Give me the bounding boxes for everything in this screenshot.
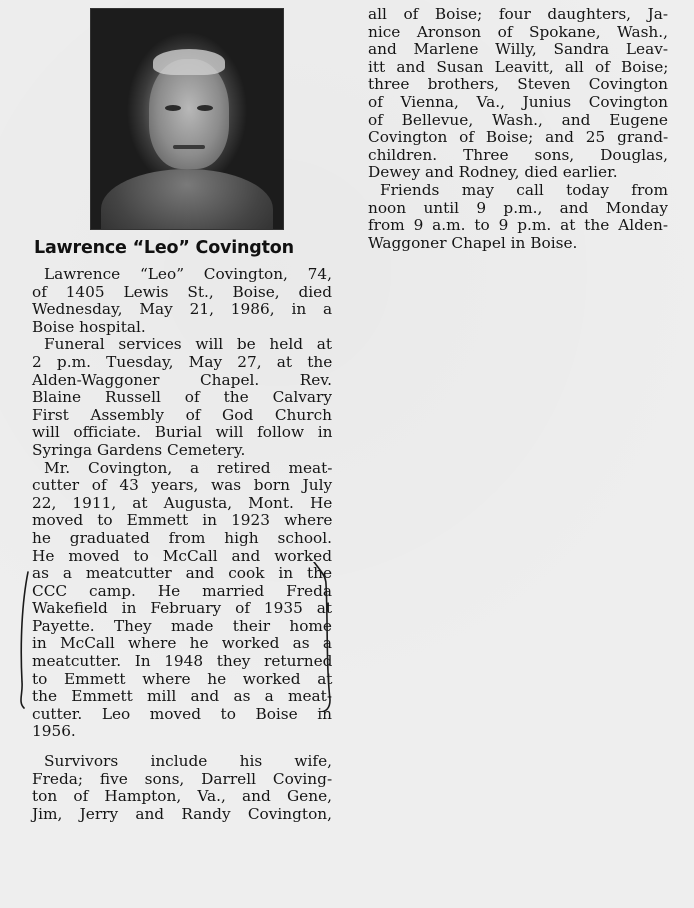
right-column-text-line: Dewey and Rodney, died earlier. — [368, 163, 618, 182]
left-column-text-line: Payette. They made their home — [32, 616, 332, 635]
left-column-text-line: Boise hospital. — [32, 317, 146, 336]
left-column-text-line: Funeral services will be held at — [44, 335, 332, 354]
left-column-text-line: 22, 1911, at Augusta, Mont. He — [32, 493, 333, 512]
left-column-text-line: Blaine Russell of the Calvary — [32, 388, 332, 407]
left-column-text-line: He moved to McCall and worked — [32, 546, 332, 565]
right-column-text-line: children. Three sons, Douglas, — [368, 145, 668, 164]
left-column-text-line: CCC camp. He married Freda — [32, 581, 332, 600]
left-column-text-line: 1956. — [32, 722, 76, 741]
left-column-text-line: meatcutter. In 1948 they returned — [32, 652, 333, 671]
left-column-text-line: to Emmett where he worked at — [32, 669, 333, 688]
left-column-text-line: in McCall where he worked as a — [32, 634, 332, 653]
right-column-text-line: Waggoner Chapel in Boise. — [368, 233, 578, 252]
right-column-text-line: and Marlene Willy, Sandra Leav- — [368, 40, 668, 59]
right-column-text-line: noon until 9 p.m., and Monday — [368, 198, 668, 217]
article-column-left — [32, 266, 332, 823]
left-column-text-line: Wakefield in February of 1935 at — [32, 599, 332, 618]
right-column-text-line: Covington of Boise; and 25 grand- — [368, 128, 669, 147]
left-column-text-line: First Assembly of God Church — [32, 405, 332, 424]
left-column-text-line: Jim, Jerry and Randy Covington, — [32, 804, 332, 823]
left-column-text-line: cutter of 43 years, was born July — [32, 476, 333, 495]
left-column-text-line: will officiate. Burial will follow in — [32, 423, 333, 442]
obituary-headline: Lawrence “Leo” Covington — [34, 238, 294, 258]
article-column-right — [368, 6, 668, 252]
left-column-text-line: Survivors include his wife, — [44, 752, 332, 771]
portrait-face — [149, 59, 229, 169]
left-column-text-line: cutter. Leo moved to Boise in — [32, 704, 332, 723]
right-column-text-line: nice Aronson of Spokane, Wash., — [368, 22, 668, 41]
right-column-text-line: all of Boise; four daughters, Ja- — [368, 5, 668, 23]
left-column-text-line: the Emmett mill and as a meat- — [32, 687, 332, 706]
left-column-text-line: Lawrence “Leo” Covington, 74, — [44, 265, 332, 283]
right-column-text-line: from 9 a.m. to 9 p.m. at the Alden- — [368, 216, 668, 235]
portrait-right-eye — [197, 105, 213, 111]
portrait-left-eye — [165, 105, 181, 111]
left-column-text-line: moved to Emmett in 1923 where — [32, 511, 333, 530]
left-column-text-line: of 1405 Lewis St., Boise, died — [32, 282, 332, 301]
portrait-shoulders — [101, 169, 273, 230]
right-column-text-line: Friends may call today from — [380, 180, 668, 199]
right-column-text-line: itt and Susan Leavitt, all of Boise; — [368, 57, 669, 76]
left-column-text-line: Alden-Waggoner Chapel. Rev. — [32, 370, 332, 389]
left-column-text-line: ton of Hampton, Va., and Gene, — [32, 787, 332, 806]
left-column-text-line: Freda; five sons, Darrell Coving- — [32, 769, 333, 788]
right-column-text-line: of Bellevue, Wash., and Eugene — [368, 110, 668, 129]
right-column-text-line: of Vienna, Va., Junius Covington — [368, 92, 668, 111]
left-column-text-line: Syringa Gardens Cemetery. — [32, 440, 246, 459]
portrait-hair — [153, 49, 225, 75]
left-column-text-line: as a meatcutter and cook in the — [32, 564, 332, 583]
left-column-text-line: Wednesday, May 21, 1986, in a — [32, 300, 333, 319]
right-column-text-line: three brothers, Steven Covington — [368, 75, 668, 94]
left-column-text-line: he graduated from high school. — [32, 528, 332, 547]
left-column-text-line: Mr. Covington, a retired meat- — [44, 458, 333, 477]
portrait-photo — [90, 8, 284, 230]
left-column-text-line: 2 p.m. Tuesday, May 27, at the — [32, 352, 333, 371]
portrait-mouth — [173, 145, 205, 149]
